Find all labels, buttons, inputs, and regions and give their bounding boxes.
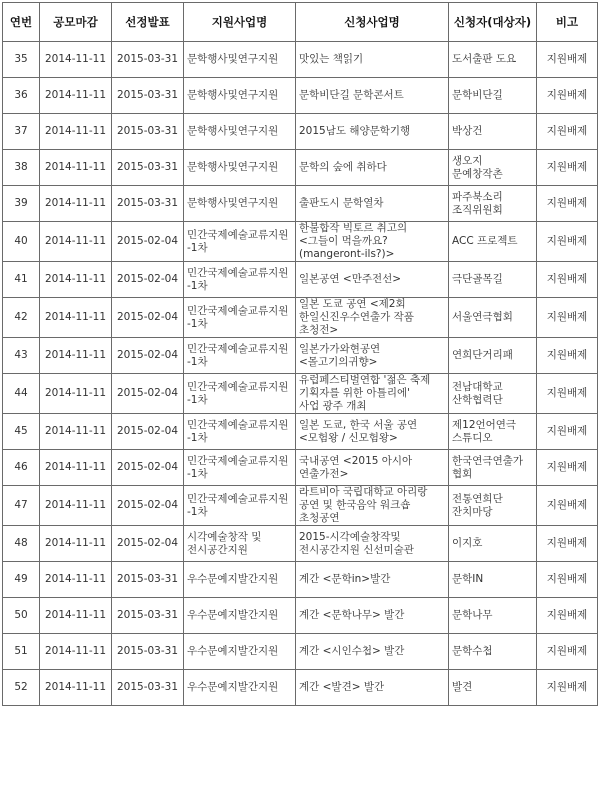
cell-announce: 2015-03-31 — [112, 114, 184, 150]
cell-announce: 2015-02-04 — [112, 262, 184, 298]
cell-program: 민간국제예술교류지원 -1차 — [184, 450, 296, 486]
cell-project: 계간 <문학나무> 발간 — [296, 598, 449, 634]
cell-note: 지원배제 — [537, 150, 598, 186]
cell-announce: 2015-02-04 — [112, 298, 184, 338]
cell-announce: 2015-02-04 — [112, 450, 184, 486]
table-row — [3, 562, 598, 598]
cell-no: 39 — [3, 186, 40, 222]
cell-program: 민간국제예술교류지원 -1차 — [184, 486, 296, 526]
table-row — [3, 262, 598, 298]
cell-announce: 2015-03-31 — [112, 634, 184, 670]
cell-deadline: 2014-11-11 — [40, 450, 112, 486]
table-row — [3, 374, 598, 414]
cell-applicant: 문학IN — [449, 562, 537, 598]
cell-project: 일본 도쿄 공연 <제2회 한일신진우수연출가 작품 초청전> — [296, 298, 449, 338]
cell-applicant: 전통연희단 잔치마당 — [449, 486, 537, 526]
cell-program: 민간국제예술교류지원 -1차 — [184, 414, 296, 450]
cell-program: 문학행사및연구지원 — [184, 78, 296, 114]
cell-note: 지원배제 — [537, 262, 598, 298]
header-project: 신청사업명 — [296, 3, 449, 42]
table-row — [3, 634, 598, 670]
table-row — [3, 598, 598, 634]
cell-program: 시각예술창작 및 전시공간지원 — [184, 526, 296, 562]
cell-applicant: ACC 프로젝트 — [449, 222, 537, 262]
cell-project: 맛있는 책읽기 — [296, 42, 449, 78]
header-announce: 선정발표 — [112, 3, 184, 42]
cell-program: 민간국제예술교류지원 -1차 — [184, 298, 296, 338]
cell-note: 지원배제 — [537, 298, 598, 338]
cell-announce: 2015-03-31 — [112, 670, 184, 706]
cell-project: 2015남도 해양문학기행 — [296, 114, 449, 150]
cell-program: 우수문예지발간지원 — [184, 670, 296, 706]
cell-program: 민간국제예술교류지원 -1차 — [184, 222, 296, 262]
cell-no: 40 — [3, 222, 40, 262]
cell-note: 지원배제 — [537, 114, 598, 150]
header-program: 지원사업명 — [184, 3, 296, 42]
cell-no: 44 — [3, 374, 40, 414]
cell-program: 문학행사및연구지원 — [184, 186, 296, 222]
cell-announce: 2015-03-31 — [112, 186, 184, 222]
cell-program: 문학행사및연구지원 — [184, 114, 296, 150]
table-body — [3, 42, 598, 706]
header-deadline: 공모마감 — [40, 3, 112, 42]
cell-note: 지원배제 — [537, 634, 598, 670]
cell-deadline: 2014-11-11 — [40, 298, 112, 338]
cell-note: 지원배제 — [537, 598, 598, 634]
cell-deadline: 2014-11-11 — [40, 222, 112, 262]
header-applicant: 신청자(대상자) — [449, 3, 537, 42]
cell-applicant: 문학비단길 — [449, 78, 537, 114]
cell-deadline: 2014-11-11 — [40, 262, 112, 298]
cell-applicant: 한국연극연출가 협회 — [449, 450, 537, 486]
cell-no: 36 — [3, 78, 40, 114]
cell-deadline: 2014-11-11 — [40, 562, 112, 598]
cell-project: 계간 <발견> 발간 — [296, 670, 449, 706]
cell-no: 47 — [3, 486, 40, 526]
cell-announce: 2015-03-31 — [112, 150, 184, 186]
cell-no: 50 — [3, 598, 40, 634]
cell-deadline: 2014-11-11 — [40, 486, 112, 526]
cell-project: 출판도시 문학열차 — [296, 186, 449, 222]
cell-applicant: 파주북소리 조직위원회 — [449, 186, 537, 222]
cell-applicant: 발견 — [449, 670, 537, 706]
cell-no: 52 — [3, 670, 40, 706]
cell-no: 45 — [3, 414, 40, 450]
cell-program: 우수문예지발간지원 — [184, 562, 296, 598]
cell-project: 라트비아 국립대학교 아리랑 공연 및 한국음악 워크숍 초청공연 — [296, 486, 449, 526]
cell-announce: 2015-02-04 — [112, 526, 184, 562]
cell-note: 지원배제 — [537, 78, 598, 114]
cell-project: 계간 <문학in>발간 — [296, 562, 449, 598]
table-row — [3, 486, 598, 526]
cell-no: 35 — [3, 42, 40, 78]
cell-project: 문학의 숲에 취하다 — [296, 150, 449, 186]
cell-no: 46 — [3, 450, 40, 486]
cell-project: 국내공연 <2015 아시아 연출가전> — [296, 450, 449, 486]
cell-note: 지원배제 — [537, 374, 598, 414]
cell-project: 유럽페스티벌연합 '젊은 축제 기획자를 위한 아틀리에' 사업 광주 개최 — [296, 374, 449, 414]
cell-announce: 2015-02-04 — [112, 414, 184, 450]
cell-applicant: 전남대학교 산학협력단 — [449, 374, 537, 414]
cell-no: 41 — [3, 262, 40, 298]
cell-project: 계간 <시인수첩> 발간 — [296, 634, 449, 670]
cell-program: 민간국제예술교류지원 -1차 — [184, 374, 296, 414]
cell-deadline: 2014-11-11 — [40, 78, 112, 114]
cell-announce: 2015-03-31 — [112, 598, 184, 634]
table-row — [3, 186, 598, 222]
cell-program: 민간국제예술교류지원 -1차 — [184, 262, 296, 298]
header-note: 비고 — [537, 3, 598, 42]
table-row — [3, 414, 598, 450]
cell-applicant: 서울연극협회 — [449, 298, 537, 338]
table-row — [3, 338, 598, 374]
cell-announce: 2015-03-31 — [112, 562, 184, 598]
cell-note: 지원배제 — [537, 42, 598, 78]
cell-deadline: 2014-11-11 — [40, 414, 112, 450]
cell-deadline: 2014-11-11 — [40, 42, 112, 78]
cell-project: 일본공연 <만주전선> — [296, 262, 449, 298]
cell-note: 지원배제 — [537, 486, 598, 526]
header-no: 연번 — [3, 3, 40, 42]
table-row — [3, 526, 598, 562]
table-row — [3, 222, 598, 262]
cell-applicant: 박상건 — [449, 114, 537, 150]
cell-project: 일본 도쿄, 한국 서울 공연 <모험왕 / 신모험왕> — [296, 414, 449, 450]
cell-no: 48 — [3, 526, 40, 562]
cell-no: 37 — [3, 114, 40, 150]
cell-applicant: 제12언어연극 스튜디오 — [449, 414, 537, 450]
cell-note: 지원배제 — [537, 526, 598, 562]
cell-announce: 2015-02-04 — [112, 486, 184, 526]
cell-program: 우수문예지발간지원 — [184, 598, 296, 634]
cell-deadline: 2014-11-11 — [40, 634, 112, 670]
cell-announce: 2015-03-31 — [112, 78, 184, 114]
cell-deadline: 2014-11-11 — [40, 338, 112, 374]
support-exclusion-table — [2, 2, 598, 706]
cell-no: 38 — [3, 150, 40, 186]
cell-note: 지원배제 — [537, 450, 598, 486]
cell-applicant: 문학나무 — [449, 598, 537, 634]
cell-note: 지원배제 — [537, 222, 598, 262]
cell-program: 우수문예지발간지원 — [184, 634, 296, 670]
cell-no: 51 — [3, 634, 40, 670]
cell-applicant: 극단골목길 — [449, 262, 537, 298]
cell-announce: 2015-03-31 — [112, 42, 184, 78]
cell-deadline: 2014-11-11 — [40, 374, 112, 414]
table-row — [3, 670, 598, 706]
cell-no: 42 — [3, 298, 40, 338]
cell-announce: 2015-02-04 — [112, 338, 184, 374]
cell-applicant: 도서출판 도요 — [449, 42, 537, 78]
cell-program: 문학행사및연구지원 — [184, 42, 296, 78]
document-page — [2, 2, 597, 706]
header-row — [3, 3, 598, 42]
table-row — [3, 298, 598, 338]
cell-deadline: 2014-11-11 — [40, 670, 112, 706]
cell-deadline: 2014-11-11 — [40, 114, 112, 150]
cell-deadline: 2014-11-11 — [40, 186, 112, 222]
table-row — [3, 114, 598, 150]
table-row — [3, 78, 598, 114]
cell-applicant: 연희단거리패 — [449, 338, 537, 374]
cell-note: 지원배제 — [537, 414, 598, 450]
cell-no: 43 — [3, 338, 40, 374]
cell-deadline: 2014-11-11 — [40, 598, 112, 634]
cell-applicant: 문학수첩 — [449, 634, 537, 670]
cell-note: 지원배제 — [537, 338, 598, 374]
cell-deadline: 2014-11-11 — [40, 150, 112, 186]
cell-announce: 2015-02-04 — [112, 374, 184, 414]
table-row — [3, 450, 598, 486]
cell-announce: 2015-02-04 — [112, 222, 184, 262]
cell-program: 문학행사및연구지원 — [184, 150, 296, 186]
cell-note: 지원배제 — [537, 186, 598, 222]
table-row — [3, 150, 598, 186]
cell-applicant: 이지호 — [449, 526, 537, 562]
cell-project: 문학비단길 문학콘서트 — [296, 78, 449, 114]
cell-applicant: 생오지 문예창작촌 — [449, 150, 537, 186]
table-row — [3, 42, 598, 78]
cell-deadline: 2014-11-11 — [40, 526, 112, 562]
cell-program: 민간국제예술교류지원 -1차 — [184, 338, 296, 374]
cell-project: 한불합작 빅토르 취고의 <그들이 먹을까요? (mangeront-ils?)> — [296, 222, 449, 262]
cell-no: 49 — [3, 562, 40, 598]
cell-project: 일본가가와현공연 <몰고기의귀향> — [296, 338, 449, 374]
cell-project: 2015-시각예술창작및 전시공간지원 신선미술관 — [296, 526, 449, 562]
cell-note: 지원배제 — [537, 670, 598, 706]
cell-note: 지원배제 — [537, 562, 598, 598]
